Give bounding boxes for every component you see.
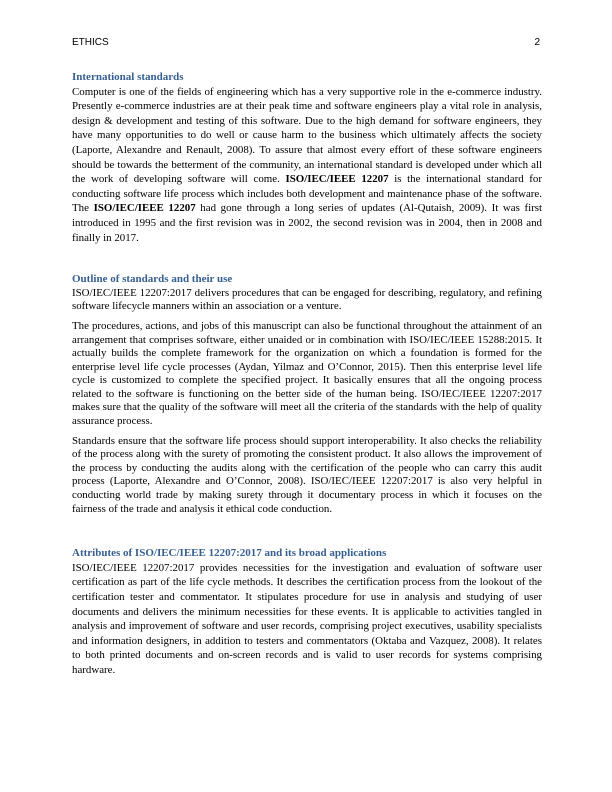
paragraph <box>72 320 542 429</box>
text-run: ISO/IEC/IEEE 12207:2017 delivers procedures that can be engaged for describing, regulatory, and refining software lifecycle manners within an association or a venture. <box>72 286 542 313</box>
text-run: had gone through a long series of updates (Al-Qutaish, 2009). It was first introduced in 1995 and the first revision was in 2002, the second revision was in 2004, then in 2008 and finally in 2017. <box>72 202 542 244</box>
document-body <box>72 70 542 678</box>
section-heading: Attributes of ISO/IEC/IEEE 12207:2017 and its broad applications <box>72 547 387 560</box>
paragraph <box>72 561 542 678</box>
section-heading: Outline of standards and their use <box>72 273 233 286</box>
text-run: The procedures, actions, and jobs of this manuscript can also be functional throughout the attainment of an arrangement that comprises software, either unaided or in combination with ISO/IEC/IEEE 15288:2015. It actually builds the complete framework for the organization on which a foundation is formed for the enterprise level life cycle processes (Aydan, Yilmaz and O’Connor, 2015). Then this enterprise level life cycle is customized to complete the specified project. It basically ensures that all the ongoing process related to the software is functioning on the better side of the human being. ISO/IEC/IEEE 12207:2017 makes sure that the quality of the software will meet all the criteria of the standards with the help of quality assurance process. <box>72 319 542 428</box>
running-header-title: ETHICS <box>72 37 109 48</box>
text-run: Computer is one of the fields of engineering which has a very supportive role in the e-commerce industry. Presently e-commerce industries are at their peak time and software engineers play a vital role in analysis, design & development and testing of this software. Due to the high demand for software engineers, they have many opportunities to do well or cause harm to the business which ultimately affects the society (Laporte, Alexandre and Renault, 2008). To assure that almost every effort of these software engineers should be towards the betterment of the community, an international standard is developed under which all the work of developing software will come. <box>72 85 542 186</box>
text-run: ISO/IEC/IEEE 12207:2017 provides necessities for the investigation and evaluation of software user certification as part of the life cycle methods. It describes the certification process from the lookout of the certification tester and commentator. It stipulates procedure for use in analysis and studying of user documents and delivers the minimum necessities for these events. It is applicable to activities tangled in analysis and improvement of software and user records, comprising project executives, usability specialists and information designers, in addition to testers and commentators (Oktaba and Vazquez, 2008). It relates to both printed documents and on-screen records and is valid to user records for systems comprising hardware. <box>72 561 542 676</box>
bold-standard-name: ISO/IEC/IEEE 12207 <box>285 173 389 186</box>
section-attributes <box>72 546 542 677</box>
text-run: Standards ensure that the software life process should support interoperability. It also checks the reliability of the process along with the surety of promoting the consistent product. It also allows the improvement of the process by conducting the audits along with the certification of the people who can carry this audit process (Laporte, Alexandre and O’Connor, 2008). ISO/IEC/IEEE 12207:2017 is also very helpful in conducting world trade by making surety through it documentary process in which it focuses on the fairness of the trade and analysis it ethical code conduction. <box>72 434 542 515</box>
paragraph <box>72 85 542 246</box>
page-number: 2 <box>534 37 540 48</box>
section-outline-of-standards <box>72 273 542 516</box>
paragraph <box>72 435 542 517</box>
section-international-standards <box>72 70 542 245</box>
section-heading: International standards <box>72 71 184 83</box>
text-run: is the international standard for conducting software life process which includes both development and maintenance phase of the software. The <box>72 173 542 215</box>
bold-standard-name: ISO/IEC/IEEE 12207 <box>93 202 196 215</box>
paragraph <box>72 287 542 314</box>
